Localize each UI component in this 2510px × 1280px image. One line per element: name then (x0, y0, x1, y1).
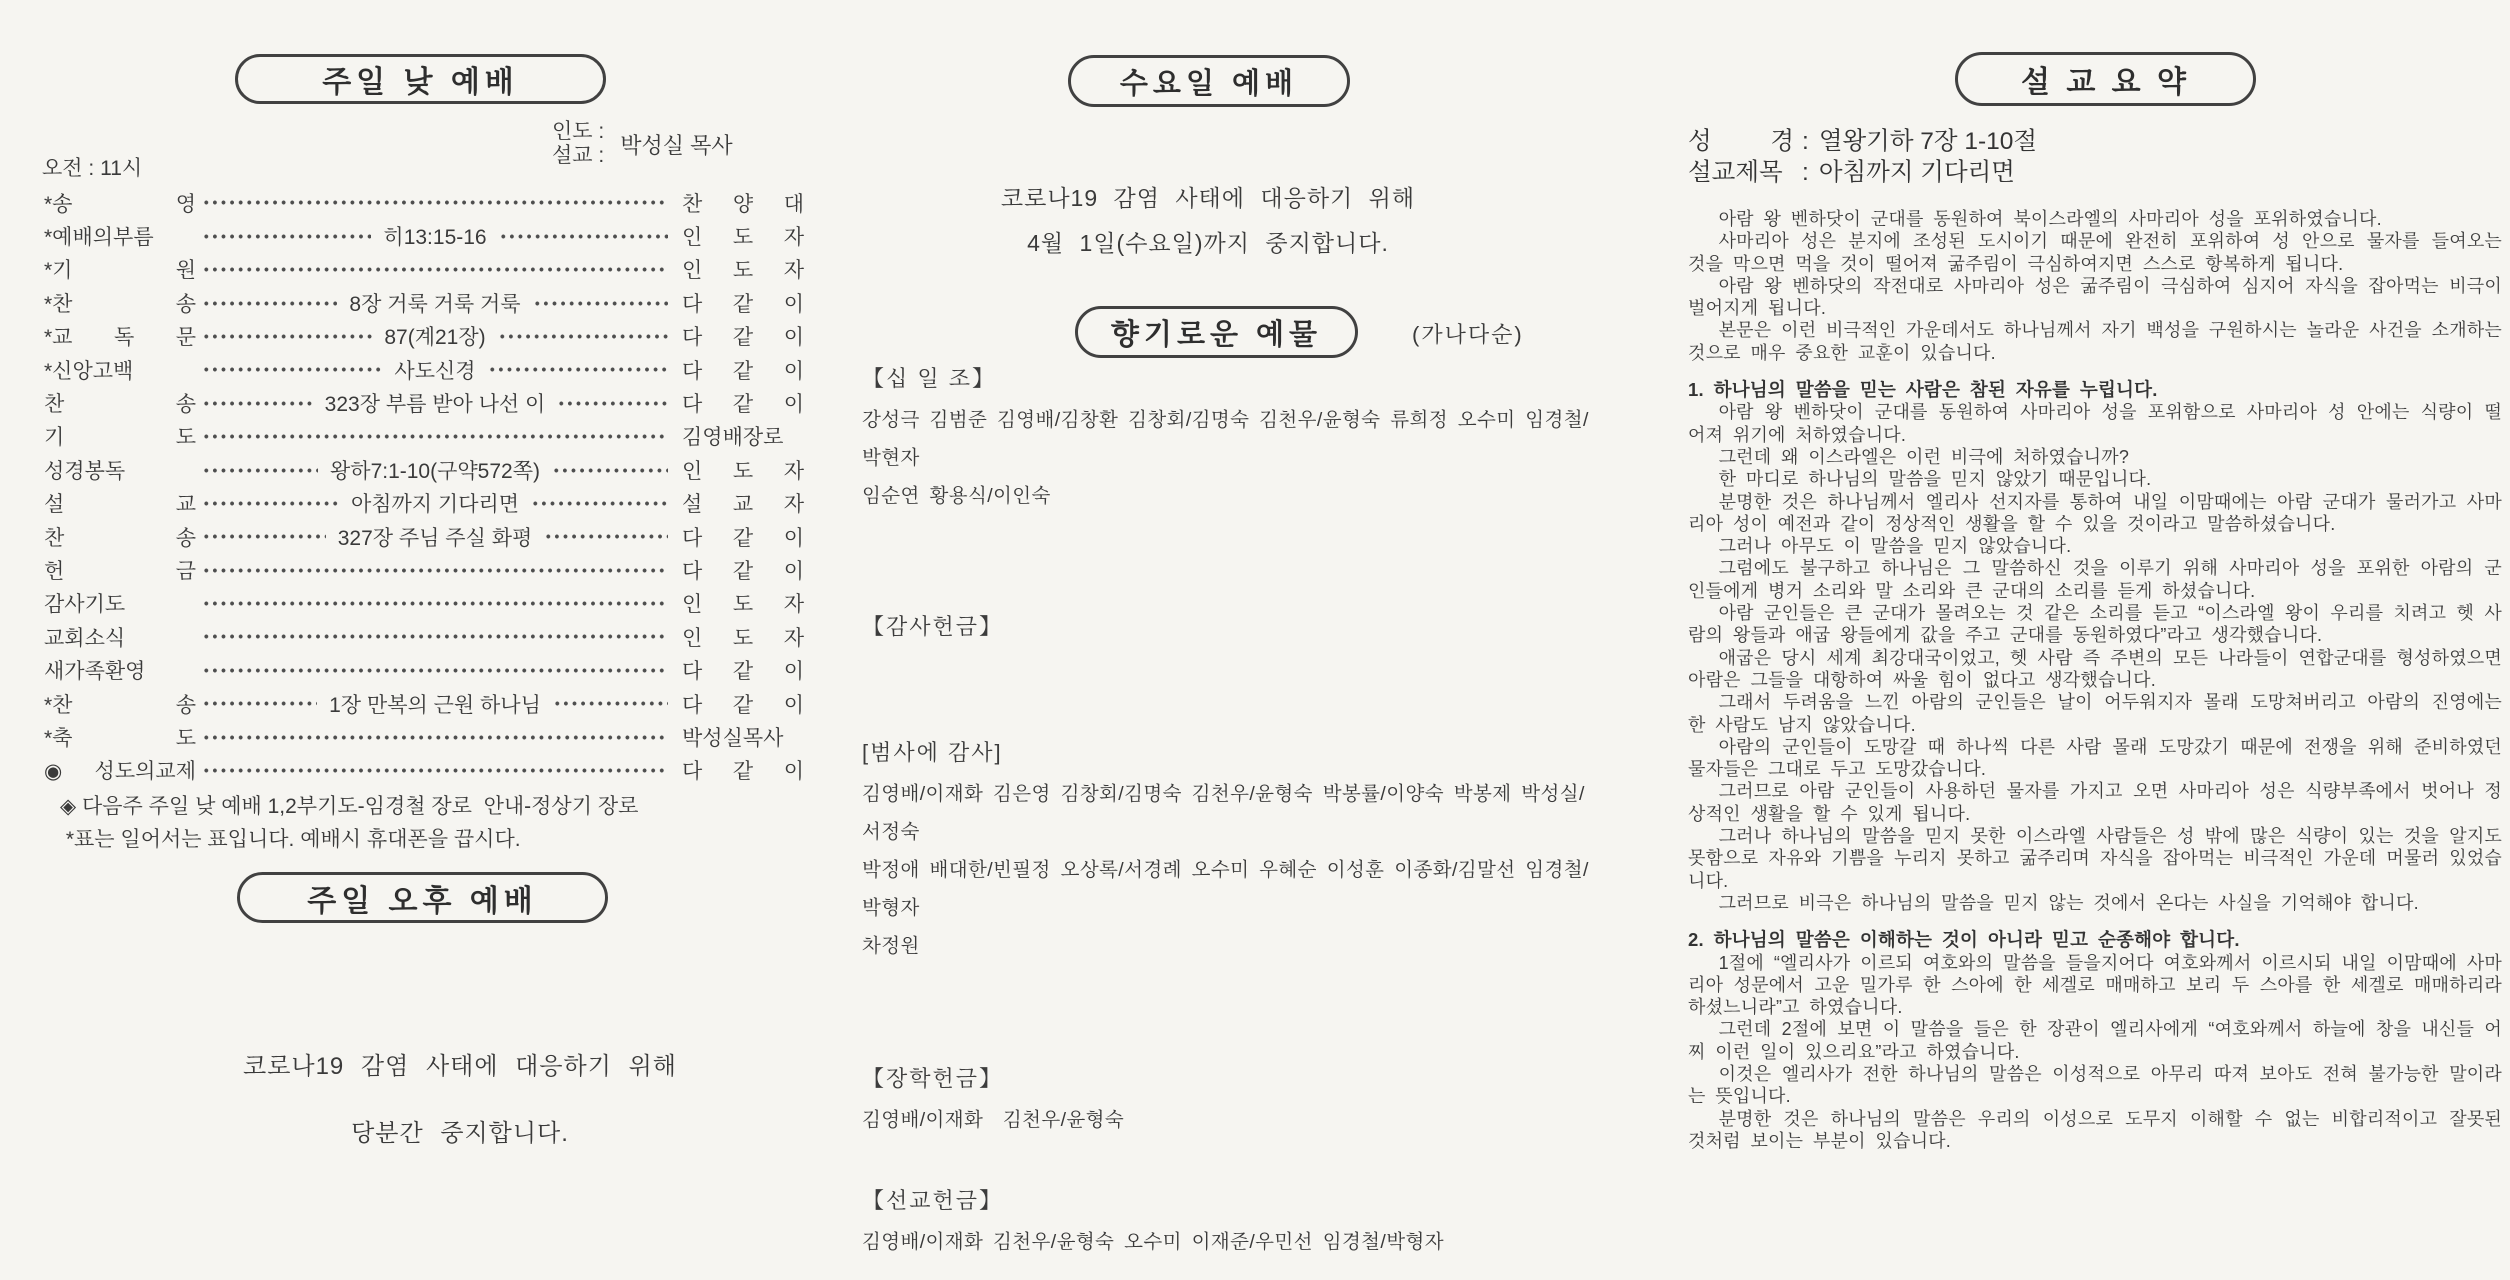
service-row (44, 420, 804, 453)
dotted-leader (488, 353, 668, 386)
colon: : (1802, 159, 1809, 186)
dotted-leader (202, 553, 668, 586)
dotted-leader (202, 653, 668, 686)
offering-section (862, 610, 1602, 641)
dotted-leader (552, 453, 668, 486)
sermon-paragraph: 분명한 것은 하나님의 말씀은 우리의 이성으로 도무지 이해할 수 없는 비합리적이고 잘못된 것처럼 보이는 부분이 있습니다. (1688, 1108, 2502, 1151)
dotted-leader (202, 520, 326, 553)
service-item-content: 히13:15-16 (383, 226, 487, 250)
dotted-leader (557, 386, 668, 419)
offering-section (862, 736, 1602, 965)
service-item-role: 인 도 자 (682, 626, 804, 650)
dotted-leader (202, 453, 318, 486)
service-row (44, 253, 804, 286)
sermon-paragraph: 본문은 이런 비극적인 가운데서도 하나님께서 자기 백성을 구원하시는 놀라운 사건을 소개하는 것으로 매우 중요한 교훈이 있습니다. (1688, 320, 2502, 363)
service-item-content: 8장 거룩 거룩 거룩 (349, 292, 521, 316)
sermon-title-label: 설교제목 (1688, 159, 1783, 186)
sermon-paragraph: 그런데 2절에 보면 이 말씀을 들은 한 장관이 엘리사에게 “여호와께서 하늘에 창을 내신들 어찌 이런 일이 있으리요”라고 하였습니다. (1688, 1019, 2502, 1062)
service-item-label: *예배의부름 (44, 226, 154, 250)
leader-labels (552, 120, 604, 168)
dotted-leader (498, 320, 668, 353)
offering-section-title: 【선교헌금】 (862, 1188, 1004, 1213)
service-note-line: *표는 일어서는 표입니다. 예배시 휴대폰을 끕시다. (60, 828, 521, 851)
service-item-role: 박성실목사 (682, 726, 784, 750)
offering-name-line: 박정애 배대한/빈필정 오상록/서경례 오수미 우혜순 이성훈 이종화/김말선 임경철/박형자 (862, 859, 1589, 919)
dotted-leader (202, 420, 668, 453)
sermon-paragraph: 이것은 엘리사가 전한 하나님의 말씀은 이성적으로 아무리 따져 보아도 전혀 불가능한 말이라는 뜻입니다. (1688, 1063, 2502, 1107)
service-item-content: 323장 부름 받아 나선 이 (324, 393, 546, 417)
dotted-leader (202, 353, 382, 386)
sermon-summary-column (1680, 0, 2510, 1280)
sunday-day-service-column (30, 0, 810, 1280)
scripture-row (1688, 126, 2037, 157)
dotted-leader (202, 386, 313, 419)
closure-line: 코로나19 감염 사태에 대응하기 위해 (243, 1053, 677, 1080)
sermon-title: 아침까지 기다리면 (1818, 159, 2015, 186)
service-item-role: 다 같 이 (682, 393, 805, 417)
preacher-label: 설교 : (552, 144, 605, 167)
service-item-role: 인 도 자 (682, 593, 804, 617)
sermon-paragraph: 아람 왕 벤하닷이 군대를 동원하여 사마리아 성을 포위함으로 사마리아 성 안에는 식량이 떨어져 위기에 처하였습니다. (1688, 402, 2502, 445)
service-item-role: 인 도 자 (682, 459, 804, 483)
service-row (44, 553, 804, 586)
service-item-label: ◉성도의교제 (44, 760, 196, 784)
service-row (44, 720, 804, 753)
service-row (44, 386, 804, 419)
sermon-paragraph: 그러나 아무도 이 말씀을 믿지 않았습니다. (1718, 536, 2072, 557)
service-row (44, 620, 804, 653)
offering-section-title: 【십 일 조】 (862, 366, 996, 391)
leader-label: 인도 : (552, 120, 605, 143)
offering-name-line: 강성극 김범준 김영배/김창환 김창회/김명숙 김천우/윤형숙 류희정 오수미 임경철/박현자 (862, 409, 1589, 469)
dotted-leader (499, 219, 668, 252)
offering-name-line: 김영배/이재화 김은영 김창회/김명숙 김천우/윤형숙 박봉률/이양숙 박봉제 박성실/서정숙 (862, 783, 1585, 843)
service-item-role: 다 같 이 (682, 526, 805, 550)
sermon-paragraph: 사마리아 성은 분지에 조성된 도시이기 때문에 완전히 포위하여 성 안으로 물자를 들여오는 것을 막으면 먹을 것이 떨어져 굶주림이 극심하여지면 스스로 항복하게 됩니다. (1688, 231, 2502, 274)
service-item-content: 327장 주님 주실 화평 (337, 526, 533, 550)
service-item-role: 다 같 이 (682, 326, 804, 350)
service-item-label: 헌 금 (44, 559, 196, 583)
sermon-title-row (1688, 157, 2037, 188)
colon: : (1802, 128, 1809, 155)
offering-section (862, 1184, 1602, 1261)
dotted-leader (202, 219, 371, 252)
service-item-content: 87(계21장) (384, 326, 486, 350)
offerings-header: 향기로운 예물 (1075, 306, 1358, 358)
order-of-service (44, 186, 804, 787)
service-item-label: *교 독 문 (44, 326, 196, 350)
dotted-leader (533, 286, 668, 319)
wednesday-closure-notice (908, 180, 1508, 258)
closure-line: 당분간 중지합니다. (351, 1120, 569, 1147)
service-item-role: 다 같 이 (682, 693, 805, 717)
service-item-role: 다 같 이 (682, 359, 804, 383)
sermon-paragraph: 한 마디로 하나님의 말씀을 믿지 않았기 때문입니다. (1718, 469, 2152, 490)
service-item-role: 설 교 자 (682, 493, 804, 517)
sermon-section-heading: 2. 하나님의 말씀은 이해하는 것이 아니라 믿고 순종해야 합니다. (1688, 929, 2240, 951)
service-item-content: 사도신경 (394, 359, 476, 383)
service-row (44, 186, 804, 219)
service-item-role: 다 같 이 (682, 559, 804, 583)
offering-section-title: [범사에 감사] (862, 740, 1003, 765)
service-item-label: *찬 송 (44, 693, 196, 717)
sermon-paragraph: 그럼에도 불구하고 하나님은 그 말씀하신 것을 이루기 위해 사마리아 성을 포위한 아람의 군인들에게 병거 소리와 말 소리와 큰 군대의 소리를 듣게 하셨습니다. (1688, 558, 2502, 601)
offering-section-title: 【장학헌금】 (862, 1066, 1004, 1091)
service-item-label: 찬 송 (44, 393, 196, 417)
afternoon-closure-notice (90, 1046, 830, 1148)
sermon-body (1688, 208, 2502, 1152)
service-row (44, 286, 804, 319)
dotted-leader (202, 720, 668, 753)
service-item-role: 다 같 이 (682, 660, 804, 684)
dotted-leader (202, 487, 339, 520)
service-row (44, 653, 804, 686)
service-item-label: 감사기도 (44, 593, 126, 617)
service-item-content: 왕하7:1-10(구약572쪽) (330, 459, 540, 483)
sunday-afternoon-service-header: 주일 오후 예배 (237, 872, 608, 923)
service-item-label: *기 원 (44, 259, 196, 283)
sermon-paragraph: 애굽은 당시 세계 최강대국이었고, 헷 사람 즉 주변의 모든 나라들이 연합군대를 형성하였으면 아람은 그들을 대항하여 싸울 힘이 없다고 생각했습니다. (1688, 647, 2502, 690)
scripture-reference: 열왕기하 7장 1-10절 (1818, 128, 2038, 155)
closure-line: 코로나19 감염 사태에 대응하기 위해 (1000, 185, 1416, 211)
sermon-paragraph: 아람의 군인들이 도망갈 때 하나씩 다른 사람 몰래 도망갔기 때문에 전쟁을 위해 준비하였던 물자들은 그대로 두고 도망갔습니다. (1688, 736, 2502, 780)
service-row (44, 453, 804, 486)
wednesday-service-header: 수요일 예배 (1068, 55, 1350, 107)
service-item-label: *신앙고백 (44, 359, 134, 383)
service-row (44, 687, 804, 720)
dotted-leader (202, 186, 668, 219)
dotted-leader (531, 487, 668, 520)
sermon-reference (1688, 126, 2037, 188)
sunday-day-service-header: 주일 낮 예배 (235, 54, 606, 104)
service-item-label: 성경봉독 (44, 459, 126, 483)
offering-name-line: 임순연 황용식/이인숙 (862, 485, 1051, 507)
leader-name: 박성실 목사 (620, 132, 733, 158)
offering-section-title: 【감사헌금】 (862, 614, 1004, 639)
sermon-paragraph: 아람 군인들은 큰 군대가 몰려오는 것 같은 소리를 듣고 “이스라엘 왕이 우리를 치려고 헷 사람의 왕들과 애굽 왕들에게 값을 주고 군대를 동원하였다”라고 생각했습니다. (1688, 603, 2502, 646)
service-row (44, 320, 804, 353)
offering-sections (862, 362, 1602, 1261)
offering-name-line: 김영배/이재화 김천우/윤형숙 (862, 1109, 1125, 1131)
offering-name-line: 김영배/이재화 김천우/윤형숙 오수미 이재준/우민선 임경철/박형자 (862, 1231, 1444, 1253)
dotted-leader (202, 754, 668, 787)
service-item-label: *축 도 (44, 726, 196, 750)
service-item-role: 인 도 자 (682, 226, 805, 250)
service-item-label: *찬 송 (44, 292, 196, 316)
service-time: 오전 : 11시 (42, 157, 143, 180)
dotted-leader (202, 620, 668, 653)
service-item-role: 다 같 이 (682, 760, 804, 784)
sermon-paragraph: 그래서 두려움을 느낀 아람의 군인들은 날이 어두워지자 몰래 도망쳐버리고 아람의 진영에는 한 사람도 남지 않았습니다. (1688, 692, 2502, 735)
alphabetical-order-note: (가나다순) (1412, 322, 1524, 347)
service-leaders (552, 120, 733, 168)
closure-line: 4월 1일(수요일)까지 중지합니다. (1027, 230, 1389, 256)
sermon-summary-header: 설 교 요 약 (1955, 52, 2256, 106)
service-item-label: 설 교 (44, 493, 196, 517)
service-item-label: 교회소식 (44, 626, 126, 650)
sermon-paragraph: 그러나 하나님의 말씀을 믿지 못한 이스라엘 사람들은 성 밖에 많은 식량이 있는 것을 알지도 못함으로 자유와 기쁨을 누리지 못하고 굶주리며 자식을 잡아먹는 비극적인 가운데 머물러 있었습니다. (1688, 826, 2502, 891)
service-note-line: ◈ 다음주 주일 낮 예배 1,2부기도-임경철 장로 안내-정상기 장로 (60, 795, 639, 818)
service-item-content: 아침까지 기다리면 (350, 493, 520, 517)
service-row (44, 219, 804, 252)
service-row (44, 754, 804, 787)
sermon-paragraph: 아람 왕 벤하닷이 군대를 동원하여 북이스라엘의 사마리아 성을 포위하였습니다. (1718, 209, 2382, 229)
offering-name-lines (862, 1223, 1602, 1261)
dotted-leader (202, 253, 668, 286)
sermon-paragraph: 그런데 왜 이스라엘은 이런 비극에 처하였습니까? (1718, 446, 2130, 467)
service-row (44, 520, 804, 553)
dotted-leader (202, 587, 668, 620)
offering-name-line: 차정원 (862, 935, 920, 957)
sermon-paragraph: 분명한 것은 하나님께서 엘리사 선지자를 통하여 내일 이맘때에는 아람 군대가 물러가고 사마리아 성이 예전과 같이 정상적인 생활을 할 수 있을 것이라고 말씀하셨습니다. (1688, 491, 2502, 534)
scripture-label: 성 경 (1688, 128, 1794, 155)
service-item-label: 찬 송 (44, 526, 196, 550)
sermon-paragraph: 그러므로 아람 군인들이 사용하던 물자를 가지고 오면 사마리아 성은 식량부족에서 벗어나 정상적인 생활을 할 수 있게 됩니다. (1688, 781, 2502, 824)
service-item-label: *송 영 (44, 192, 196, 216)
service-row (44, 353, 804, 386)
dotted-leader (544, 520, 668, 553)
service-item-label: 기 도 (44, 426, 196, 450)
service-row (44, 587, 804, 620)
offering-name-lines (862, 775, 1602, 965)
dotted-leader (202, 320, 372, 353)
service-row (44, 487, 804, 520)
service-item-role: 다 같 이 (682, 292, 804, 316)
service-item-role: 김영배장로 (682, 426, 784, 450)
offering-section (862, 1062, 1602, 1139)
service-item-role: 인 도 자 (682, 259, 804, 283)
dotted-leader (202, 687, 317, 720)
dotted-leader (202, 286, 337, 319)
sermon-paragraph: 1절에 “엘리사가 이르되 여호와의 말씀을 들을지어다 여호와께서 이르시되 내일 이맘때에 사마리아 성문에서 고운 밀가루 한 스아에 한 세겔로 매매하고 보리 두 스아를 한 세겔로 매매하리라 하셨느니라”고 하였습니다. (1688, 952, 2502, 1018)
offering-section (862, 362, 1602, 515)
sermon-section-heading: 1. 하나님의 말씀을 믿는 사람은 참된 자유를 누립니다. (1688, 379, 2158, 401)
dotted-leader (553, 687, 668, 720)
offering-name-lines (862, 1101, 1602, 1139)
sermon-paragraph: 아람 왕 벤하닷의 작전대로 사마리아 성은 굶주림이 극심하여 심지어 자식을 잡아먹는 비극이 벌어지게 됩니다. (1688, 275, 2502, 319)
service-item-role: 찬 양 대 (682, 192, 804, 216)
service-item-content: 1장 만복의 근원 하나님 (329, 693, 541, 717)
service-item-label: 새가족환영 (44, 660, 146, 684)
offering-name-lines (862, 401, 1602, 515)
service-notes (60, 790, 638, 856)
sermon-paragraph: 그러므로 비극은 하나님의 말씀을 믿지 않는 것에서 온다는 사실을 기억해야 합니다. (1718, 892, 2419, 913)
wednesday-and-offerings-column (830, 0, 1680, 1280)
